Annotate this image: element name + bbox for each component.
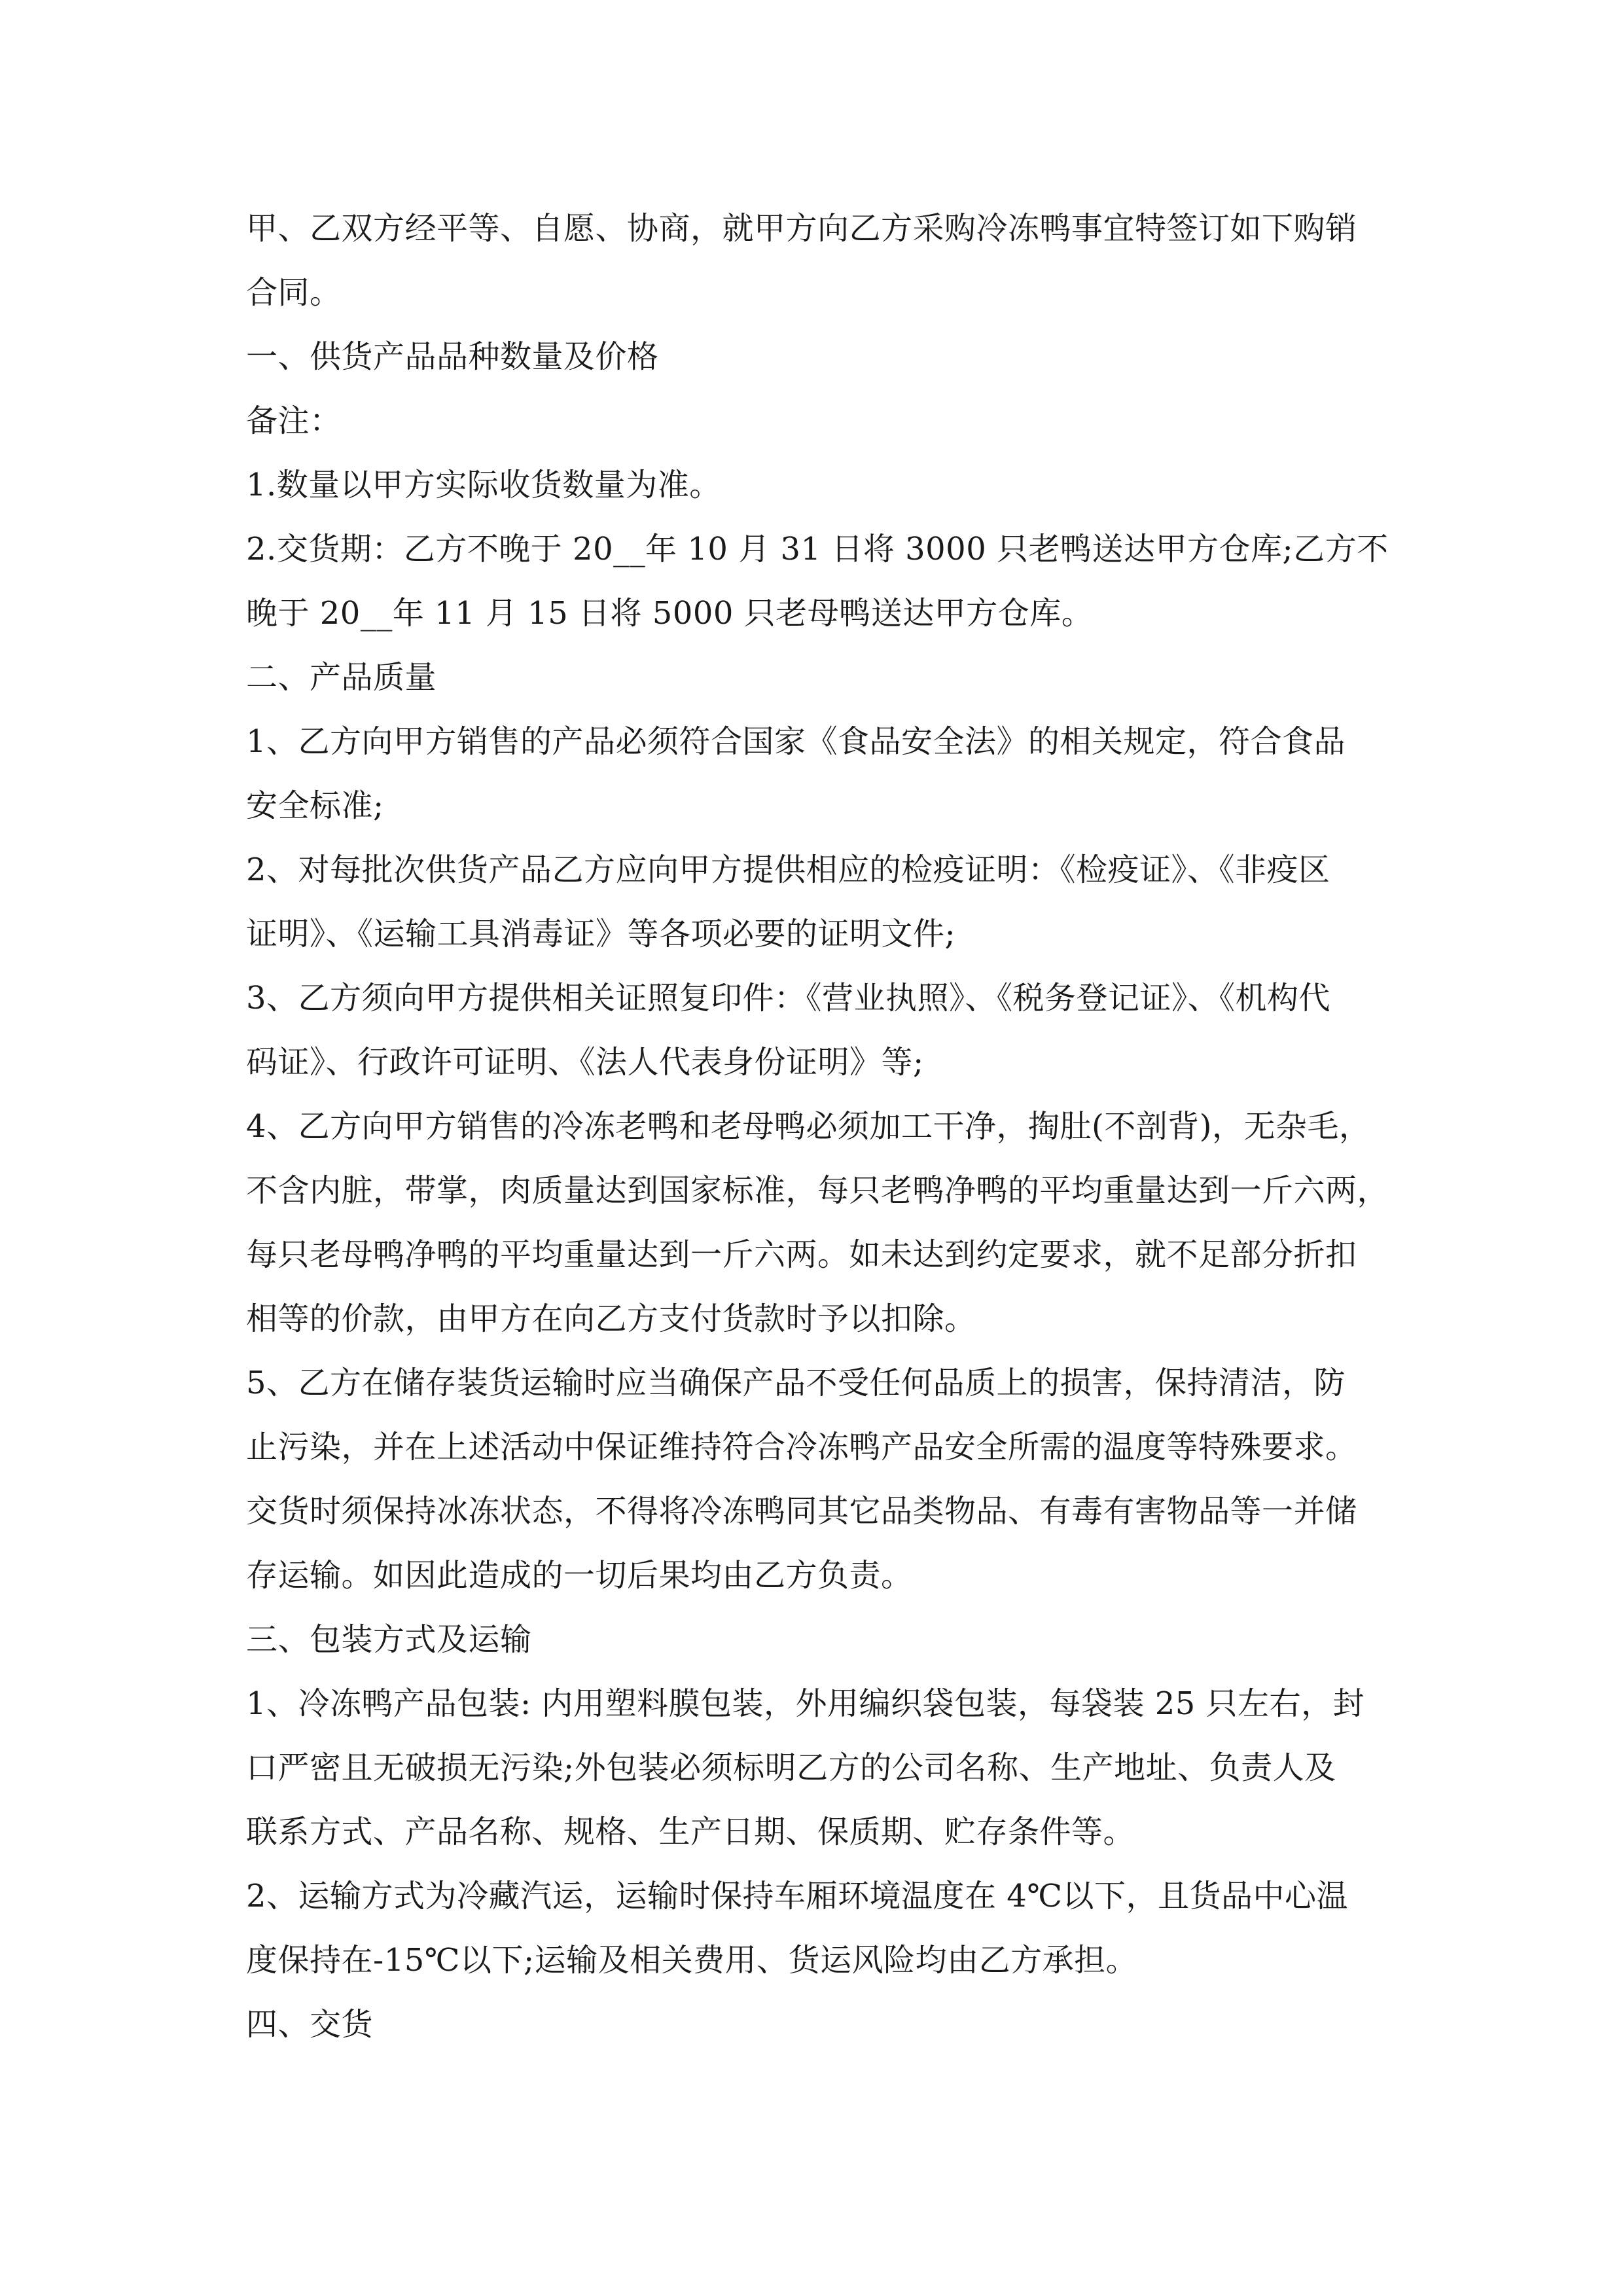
section-heading: 一、供货产品品种数量及价格 xyxy=(246,338,659,375)
text-line: 合同。 xyxy=(246,274,342,311)
text-line: 5、乙方在储存装货运输时应当确保产品不受任何品质上的损害，保持清洁，防 xyxy=(246,1365,1346,1401)
text-line: 相等的价款，由甲方在向乙方支付货款时予以扣除。 xyxy=(246,1300,976,1337)
section-heading: 三、包装方式及运输 xyxy=(246,1621,532,1658)
text-line: 联系方式、产品名称、规格、生产日期、保质期、贮存条件等。 xyxy=(246,1814,1135,1850)
text-line: 证明》、《运输工具消毒证》等各项必要的证明文件; xyxy=(246,916,956,952)
text-line: 2、运输方式为冷藏汽运，运输时保持车厢环境温度在 4℃以下，且货品中心温 xyxy=(246,1878,1349,1914)
text-line: 1、冷冻鸭产品包装: 内用塑料膜包装，外用编织袋包装，每袋装 25 只左右，封 xyxy=(246,1685,1365,1722)
text-line: 1.数量以甲方实际收货数量为准。 xyxy=(246,467,721,503)
text-line: 码证》、行政许可证明、《法人代表身份证明》等; xyxy=(246,1044,924,1081)
text-line: 每只老母鸭净鸭的平均重量达到一斤六两。如未达到约定要求，就不足部分折扣 xyxy=(246,1236,1357,1273)
text-line: 2、对每批次供货产品乙方应向甲方提供相应的检疫证明：《检疫证》、《非疫区 xyxy=(246,852,1330,888)
text-line: 度保持在-15℃以下;运输及相关费用、货运风险均由乙方承担。 xyxy=(246,1942,1138,1979)
text-line: 安全标准; xyxy=(246,787,384,824)
contract-body xyxy=(246,196,1389,2056)
text-line: 备注： xyxy=(246,403,342,439)
section-heading: 二、产品质量 xyxy=(246,659,437,696)
text-line: 3、乙方须向甲方提供相关证照复印件：《营业执照》、《税务登记证》、《机构代 xyxy=(246,980,1331,1016)
text-line: 甲、乙双方经平等、自愿、协商，就甲方向乙方采购冷冻鸭事宜特签订如下购销 xyxy=(246,210,1357,247)
text-line: 4、乙方向甲方销售的冷冻老鸭和老母鸭必须加工干净，掏肚(不剖背)，无杂毛， xyxy=(246,1108,1371,1145)
text-line: 2.交货期：乙方不晚于 20__年 10 月 31 日将 3000 只老鸭送达甲方仓库;乙方不 xyxy=(246,531,1389,567)
text-line: 止污染，并在上述活动中保证维持符合冷冻鸭产品安全所需的温度等特殊要求。 xyxy=(246,1429,1357,1465)
text-line: 存运输。如因此造成的一切后果均由乙方负责。 xyxy=(246,1557,913,1594)
text-line: 不含内脏，带掌，肉质量达到国家标准，每只老鸭净鸭的平均重量达到一斤六两， xyxy=(246,1172,1389,1209)
section-heading: 四、交货 xyxy=(246,2006,374,2043)
text-line: 晚于 20__年 11 月 15 日将 5000 只老母鸭送达甲方仓库。 xyxy=(246,595,1094,632)
text-line: 口严密且无破损无污染;外包装必须标明乙方的公司名称、生产地址、负责人及 xyxy=(246,1749,1336,1786)
text-line: 交货时须保持冰冻状态，不得将冷冻鸭同其它品类物品、有毒有害物品等一并储 xyxy=(246,1493,1357,1530)
text-line: 1、乙方向甲方销售的产品必须符合国家《食品安全法》的相关规定，符合食品 xyxy=(246,723,1346,760)
